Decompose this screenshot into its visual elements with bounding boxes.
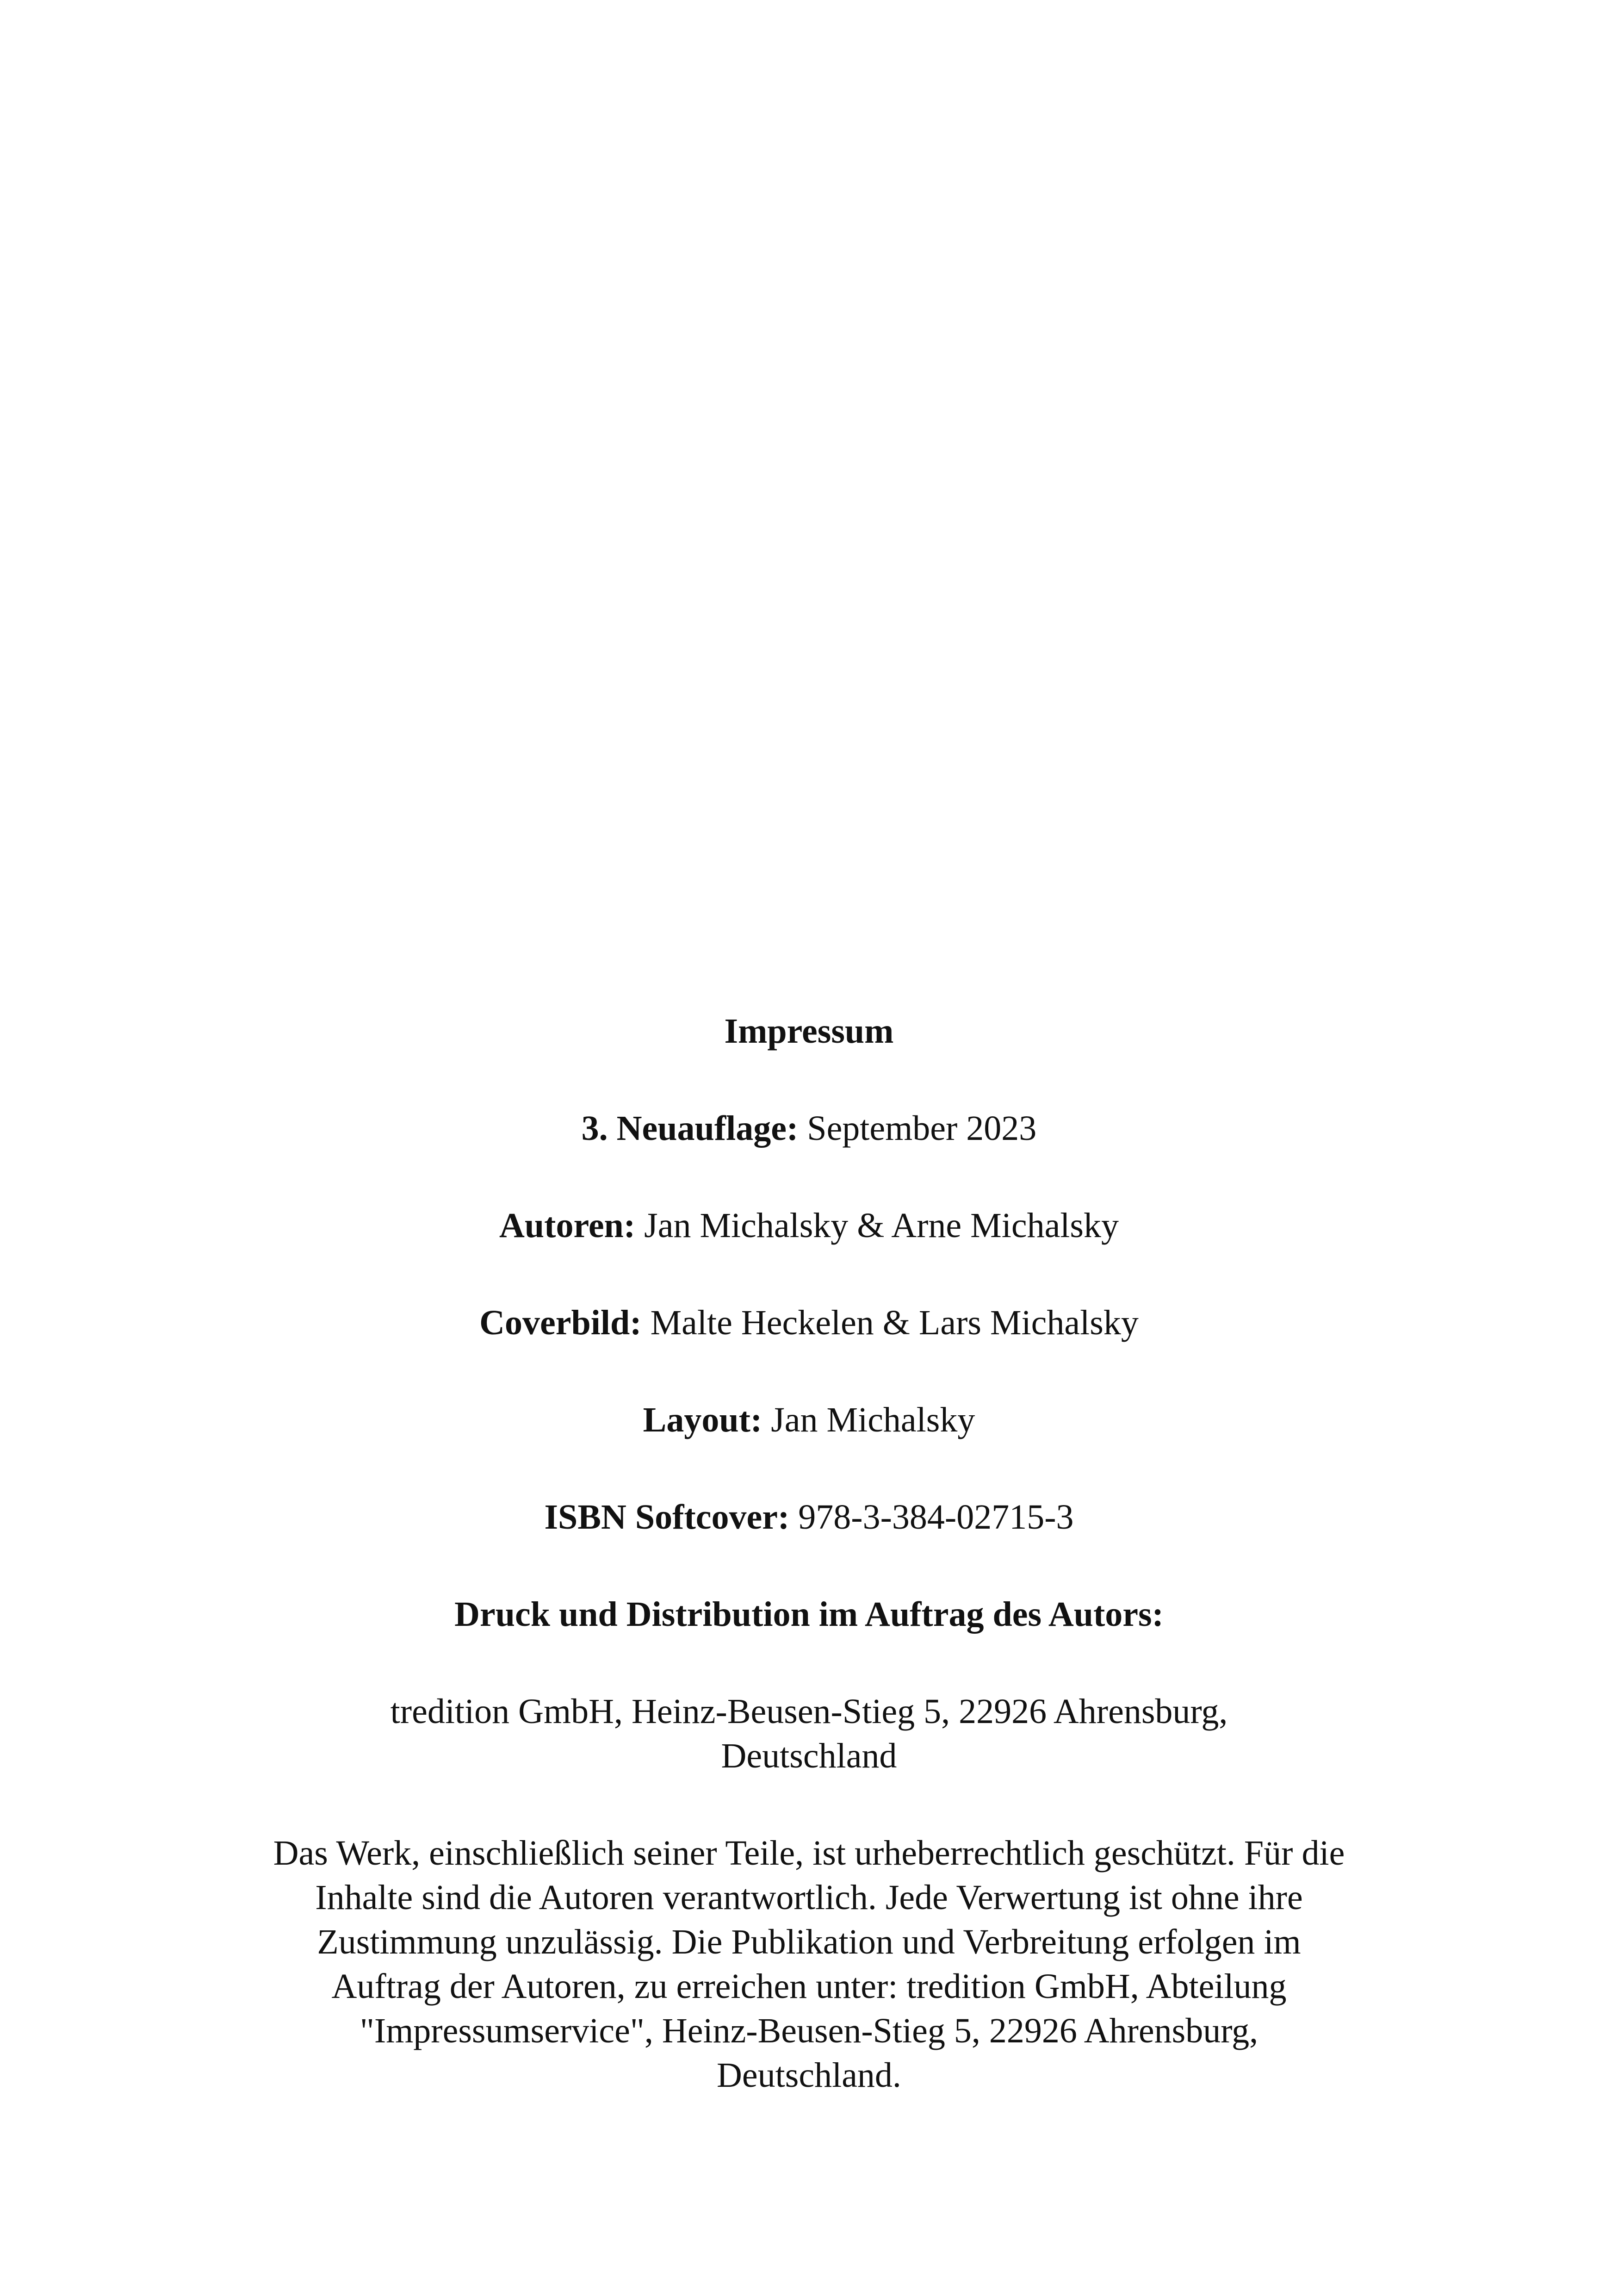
layout-line [0,1398,1618,1442]
authors-line [0,1203,1618,1248]
edition-line [0,1106,1618,1151]
distribution-heading: Druck und Distribution im Auftrag des Autors: [454,1595,1164,1634]
edition-value: September 2023 [807,1109,1037,1148]
isbn-label: ISBN Softcover: [544,1498,790,1537]
authors-label: Autoren: [499,1206,636,1245]
isbn-value: 978-3-384-02715-3 [798,1498,1074,1537]
imprint-section [0,1009,1618,2097]
layout-label: Layout: [643,1400,763,1439]
publisher-address: tredition GmbH, Heinz-Beusen-Stieg 5, 22926 Ahrensburg, Deutschland [390,1692,1228,1775]
cover-image-label: Coverbild: [479,1303,642,1342]
edition-label: 3. Neuauflage: [581,1109,799,1148]
copyright-notice: Das Werk, einschließlich seiner Teile, ist urheberrechtlich geschützt. Für die Inhalte sind die Autoren verantwortlich. Jede Verwertung ist ohne ihre Zustimmung unzulässig. Die Publikation und Verbreitung erfolgen im Auftrag der Autoren, zu erreichen unter: tredition GmbH, Abteilung "Impressumservice", Heinz-Beusen-Stieg 5, 22926 Ahrensburg, Deutschland. [273,1834,1345,2095]
cover-image-line [0,1300,1618,1345]
authors-value: Jan Michalsky & Arne Michalsky [644,1206,1119,1245]
imprint-title: Impressum [724,1012,894,1051]
layout-value: Jan Michalsky [771,1400,975,1439]
cover-image-value: Malte Heckelen & Lars Michalsky [650,1303,1139,1342]
isbn-line [0,1495,1618,1539]
